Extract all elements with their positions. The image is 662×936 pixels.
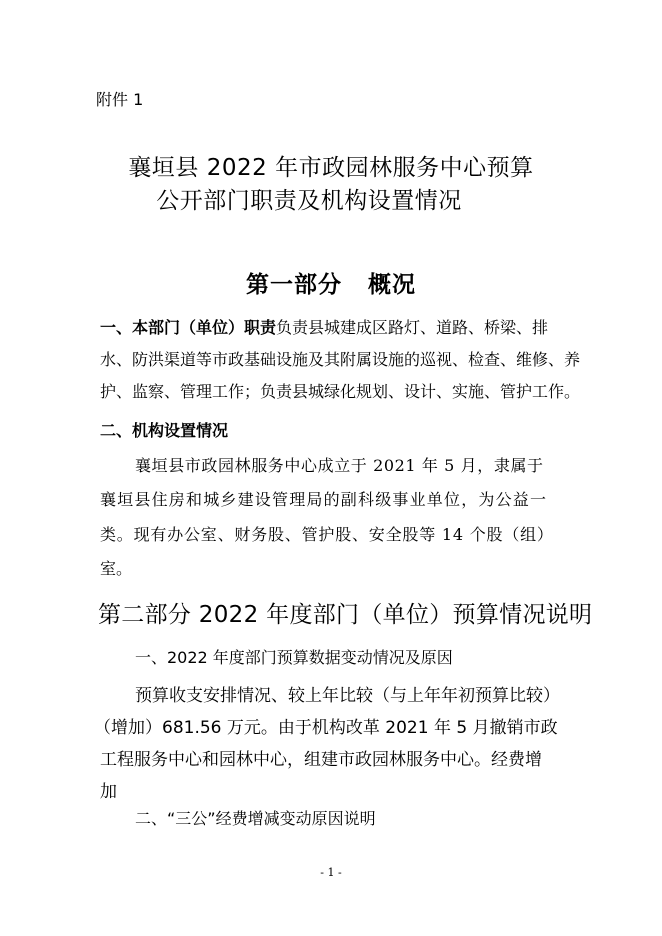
part2-section1-line-1: 预算收支安排情况、较上年比较（与上年年初预算比较） bbox=[135, 686, 560, 706]
section1-label: 一、本部门（单位）职责 bbox=[100, 318, 277, 337]
part2-heading: 第二部分 2022 年度部门（单位）预算情况说明 bbox=[98, 602, 593, 628]
section1-text-1: 负责县城建成区路灯、道路、桥梁、排 bbox=[276, 318, 549, 337]
section2-heading: 二、机构设置情况 bbox=[100, 421, 229, 440]
section2-line-4: 室。 bbox=[100, 559, 133, 578]
section1-line-3: 护、监察、管理工作；负责县城绿化规划、设计、实施、管护工作。 bbox=[100, 382, 581, 401]
part2-section1-line-4: 加 bbox=[100, 782, 117, 802]
part1-heading-title: 概况 bbox=[368, 272, 416, 298]
section2-line-1: 襄垣县市政园林服务中心成立于 2021 年 5 月，隶属于 bbox=[135, 456, 544, 475]
section1-line-2: 水、防洪渠道等市政基础设施及其附属设施的巡视、检查、维修、养 bbox=[100, 350, 581, 369]
part2-section2-heading: 二、“三公”经费增减变动原因说明 bbox=[135, 809, 376, 828]
document-title-line-2: 公开部门职责及机构设置情况 bbox=[156, 188, 462, 214]
part2-section1-line-3: 工程服务中心和园林中心，组建市政园林服务中心。经费增 bbox=[100, 750, 542, 770]
part2-section1-line-2: （增加）681.56 万元。由于机构改革 2021 年 5 月撤销市政 bbox=[94, 718, 558, 738]
part1-heading bbox=[0, 266, 662, 299]
part2-section1-heading: 一、2022 年度部门预算数据变动情况及原因 bbox=[135, 648, 453, 667]
section2-line-2: 襄垣县住房和城乡建设管理局的副科级事业单位，为公益一 bbox=[100, 490, 548, 509]
part1-heading-number: 第一部分 bbox=[246, 272, 342, 298]
section2-line-3: 类。现有办公室、财务股、管护股、安全股等 14 个股（组） bbox=[100, 525, 554, 544]
section1-line-1 bbox=[100, 315, 548, 338]
attachment-label: 附件 1 bbox=[96, 90, 144, 109]
document-title-line-1: 襄垣县 2022 年市政园林服务中心预算 bbox=[128, 155, 534, 181]
page-number: - 1 - bbox=[320, 866, 342, 879]
